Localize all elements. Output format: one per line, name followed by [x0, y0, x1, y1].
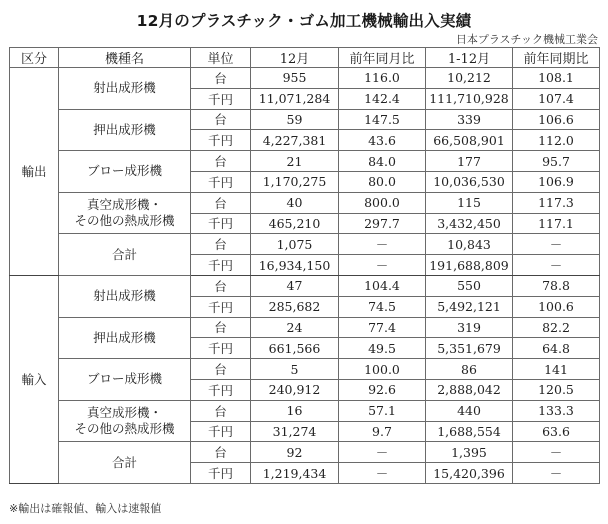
- period-yoy-value: －: [513, 442, 600, 463]
- ytd-value: 440: [426, 400, 513, 421]
- table-row: [10, 400, 600, 421]
- december-value: 24: [251, 317, 339, 338]
- month-yoy-value: 800.0: [339, 192, 426, 213]
- ytd-value: 10,036,530: [426, 171, 513, 192]
- period-yoy-value: 108.1: [513, 68, 600, 89]
- ytd-value: 2,888,042: [426, 379, 513, 400]
- unit-cell: 千円: [191, 338, 251, 359]
- unit-cell: 千円: [191, 255, 251, 276]
- month-yoy-value: 57.1: [339, 400, 426, 421]
- header-category: 区分: [10, 48, 59, 68]
- ytd-value: 10,843: [426, 234, 513, 255]
- month-yoy-value: 147.5: [339, 109, 426, 130]
- unit-cell: 台: [191, 151, 251, 172]
- december-value: 59: [251, 109, 339, 130]
- ytd-value: 319: [426, 317, 513, 338]
- period-yoy-value: 95.7: [513, 151, 600, 172]
- period-yoy-value: 133.3: [513, 400, 600, 421]
- unit-cell: 台: [191, 68, 251, 89]
- machine-name: 押出成形機: [93, 121, 156, 137]
- period-yoy-value: 141: [513, 359, 600, 380]
- table-row: [10, 192, 600, 213]
- machine-name-cell: [59, 317, 191, 359]
- machine-name: 射出成形機: [93, 80, 156, 96]
- unit-cell: 千円: [191, 379, 251, 400]
- month-yoy-value: 116.0: [339, 68, 426, 89]
- table-row: [10, 234, 600, 255]
- machine-name-line2: その他の熱成形機: [74, 213, 175, 229]
- month-yoy-value: 74.5: [339, 296, 426, 317]
- header-unit: 単位: [191, 48, 251, 68]
- machine-name-cell: [59, 68, 191, 110]
- unit-cell: 千円: [191, 213, 251, 234]
- organization-name: 日本プラスチック機械工業会: [455, 33, 598, 46]
- december-value: 955: [251, 68, 339, 89]
- month-yoy-value: 92.6: [339, 379, 426, 400]
- header-period-yoy: 前年同期比: [513, 48, 600, 68]
- ytd-value: 86: [426, 359, 513, 380]
- period-yoy-value: 64.8: [513, 338, 600, 359]
- unit-cell: 千円: [191, 296, 251, 317]
- ytd-value: 66,508,901: [426, 130, 513, 151]
- unit-cell: 千円: [191, 130, 251, 151]
- december-value: 285,682: [251, 296, 339, 317]
- period-yoy-value: 63.6: [513, 421, 600, 442]
- december-value: 1,170,275: [251, 171, 339, 192]
- month-yoy-value: 49.5: [339, 338, 426, 359]
- machine-name-cell: [59, 192, 191, 234]
- machine-name: ブロー成形機: [86, 163, 162, 179]
- machine-name-cell: [59, 151, 191, 193]
- machine-name-cell: [59, 275, 191, 317]
- machine-name: ブロー成形機: [86, 371, 162, 387]
- month-yoy-value: 80.0: [339, 171, 426, 192]
- machine-name-cell: [59, 359, 191, 401]
- ytd-value: 5,351,679: [426, 338, 513, 359]
- period-yoy-value: －: [513, 463, 600, 484]
- month-yoy-value: 77.4: [339, 317, 426, 338]
- december-value: 465,210: [251, 213, 339, 234]
- unit-cell: 台: [191, 234, 251, 255]
- month-yoy-value: 84.0: [339, 151, 426, 172]
- period-yoy-value: 112.0: [513, 130, 600, 151]
- table-row: [10, 442, 600, 463]
- month-yoy-value: －: [339, 255, 426, 276]
- machine-name: 真空成形機・: [86, 197, 162, 213]
- machine-name: 真空成形機・: [86, 405, 162, 421]
- period-yoy-value: 117.1: [513, 213, 600, 234]
- table-row: [10, 151, 600, 172]
- december-value: 21: [251, 151, 339, 172]
- month-yoy-value: 104.4: [339, 275, 426, 296]
- ytd-value: 5,492,121: [426, 296, 513, 317]
- machine-name: 合計: [111, 454, 137, 470]
- month-yoy-value: 297.7: [339, 213, 426, 234]
- machine-name-cell: [59, 234, 191, 276]
- header-row: [10, 48, 600, 68]
- period-yoy-value: 120.5: [513, 379, 600, 400]
- month-yoy-value: －: [339, 442, 426, 463]
- table-row: [10, 68, 600, 89]
- period-yoy-value: 82.2: [513, 317, 600, 338]
- category-cell: 輸出: [10, 68, 59, 276]
- ytd-value: 111,710,928: [426, 88, 513, 109]
- ytd-value: 339: [426, 109, 513, 130]
- unit-cell: 台: [191, 442, 251, 463]
- footnote: ※輸出は確報値、輸入は速報値: [9, 502, 162, 515]
- december-value: 16: [251, 400, 339, 421]
- unit-cell: 台: [191, 317, 251, 338]
- december-value: 40: [251, 192, 339, 213]
- ytd-value: 10,212: [426, 68, 513, 89]
- ytd-value: 191,688,809: [426, 255, 513, 276]
- table-row: [10, 109, 600, 130]
- header-machine-type: 機種名: [59, 48, 191, 68]
- unit-cell: 台: [191, 359, 251, 380]
- ytd-value: 177: [426, 151, 513, 172]
- table-row: [10, 317, 600, 338]
- period-yoy-value: 117.3: [513, 192, 600, 213]
- machine-name: 射出成形機: [93, 288, 156, 304]
- december-value: 92: [251, 442, 339, 463]
- december-value: 47: [251, 275, 339, 296]
- december-value: 240,912: [251, 379, 339, 400]
- december-value: 1,075: [251, 234, 339, 255]
- month-yoy-value: －: [339, 234, 426, 255]
- month-yoy-value: 43.6: [339, 130, 426, 151]
- page-title: 12月のプラスチック・ゴム加工機械輸出入実績: [136, 12, 472, 30]
- table-row: [10, 275, 600, 296]
- category-cell: 輸入: [10, 275, 59, 483]
- machine-name-line2: その他の熱成形機: [74, 421, 175, 437]
- period-yoy-value: －: [513, 255, 600, 276]
- month-yoy-value: 100.0: [339, 359, 426, 380]
- period-yoy-value: －: [513, 234, 600, 255]
- trade-statistics-table: [9, 47, 600, 484]
- period-yoy-value: 78.8: [513, 275, 600, 296]
- december-value: 661,566: [251, 338, 339, 359]
- december-value: 16,934,150: [251, 255, 339, 276]
- ytd-value: 550: [426, 275, 513, 296]
- month-yoy-value: 142.4: [339, 88, 426, 109]
- unit-cell: 台: [191, 109, 251, 130]
- ytd-value: 1,688,554: [426, 421, 513, 442]
- december-value: 5: [251, 359, 339, 380]
- ytd-value: 15,420,396: [426, 463, 513, 484]
- machine-name-cell: [59, 442, 191, 484]
- unit-cell: 千円: [191, 171, 251, 192]
- december-value: 11,071,284: [251, 88, 339, 109]
- ytd-value: 1,395: [426, 442, 513, 463]
- unit-cell: 千円: [191, 463, 251, 484]
- december-value: 31,274: [251, 421, 339, 442]
- table-body: [10, 68, 600, 484]
- header-month-yoy: 前年同月比: [339, 48, 426, 68]
- unit-cell: 千円: [191, 421, 251, 442]
- unit-cell: 千円: [191, 88, 251, 109]
- ytd-value: 115: [426, 192, 513, 213]
- machine-name: 押出成形機: [93, 329, 156, 345]
- december-value: 4,227,381: [251, 130, 339, 151]
- machine-name-cell: [59, 109, 191, 151]
- header-year-to-date: 1-12月: [426, 48, 513, 68]
- month-yoy-value: 9.7: [339, 421, 426, 442]
- unit-cell: 台: [191, 275, 251, 296]
- header-december: 12月: [251, 48, 339, 68]
- period-yoy-value: 106.6: [513, 109, 600, 130]
- machine-name: 合計: [111, 246, 137, 262]
- unit-cell: 台: [191, 400, 251, 421]
- period-yoy-value: 100.6: [513, 296, 600, 317]
- unit-cell: 台: [191, 192, 251, 213]
- month-yoy-value: －: [339, 463, 426, 484]
- machine-name-cell: [59, 400, 191, 442]
- december-value: 1,219,434: [251, 463, 339, 484]
- period-yoy-value: 106.9: [513, 171, 600, 192]
- ytd-value: 3,432,450: [426, 213, 513, 234]
- table-row: [10, 359, 600, 380]
- period-yoy-value: 107.4: [513, 88, 600, 109]
